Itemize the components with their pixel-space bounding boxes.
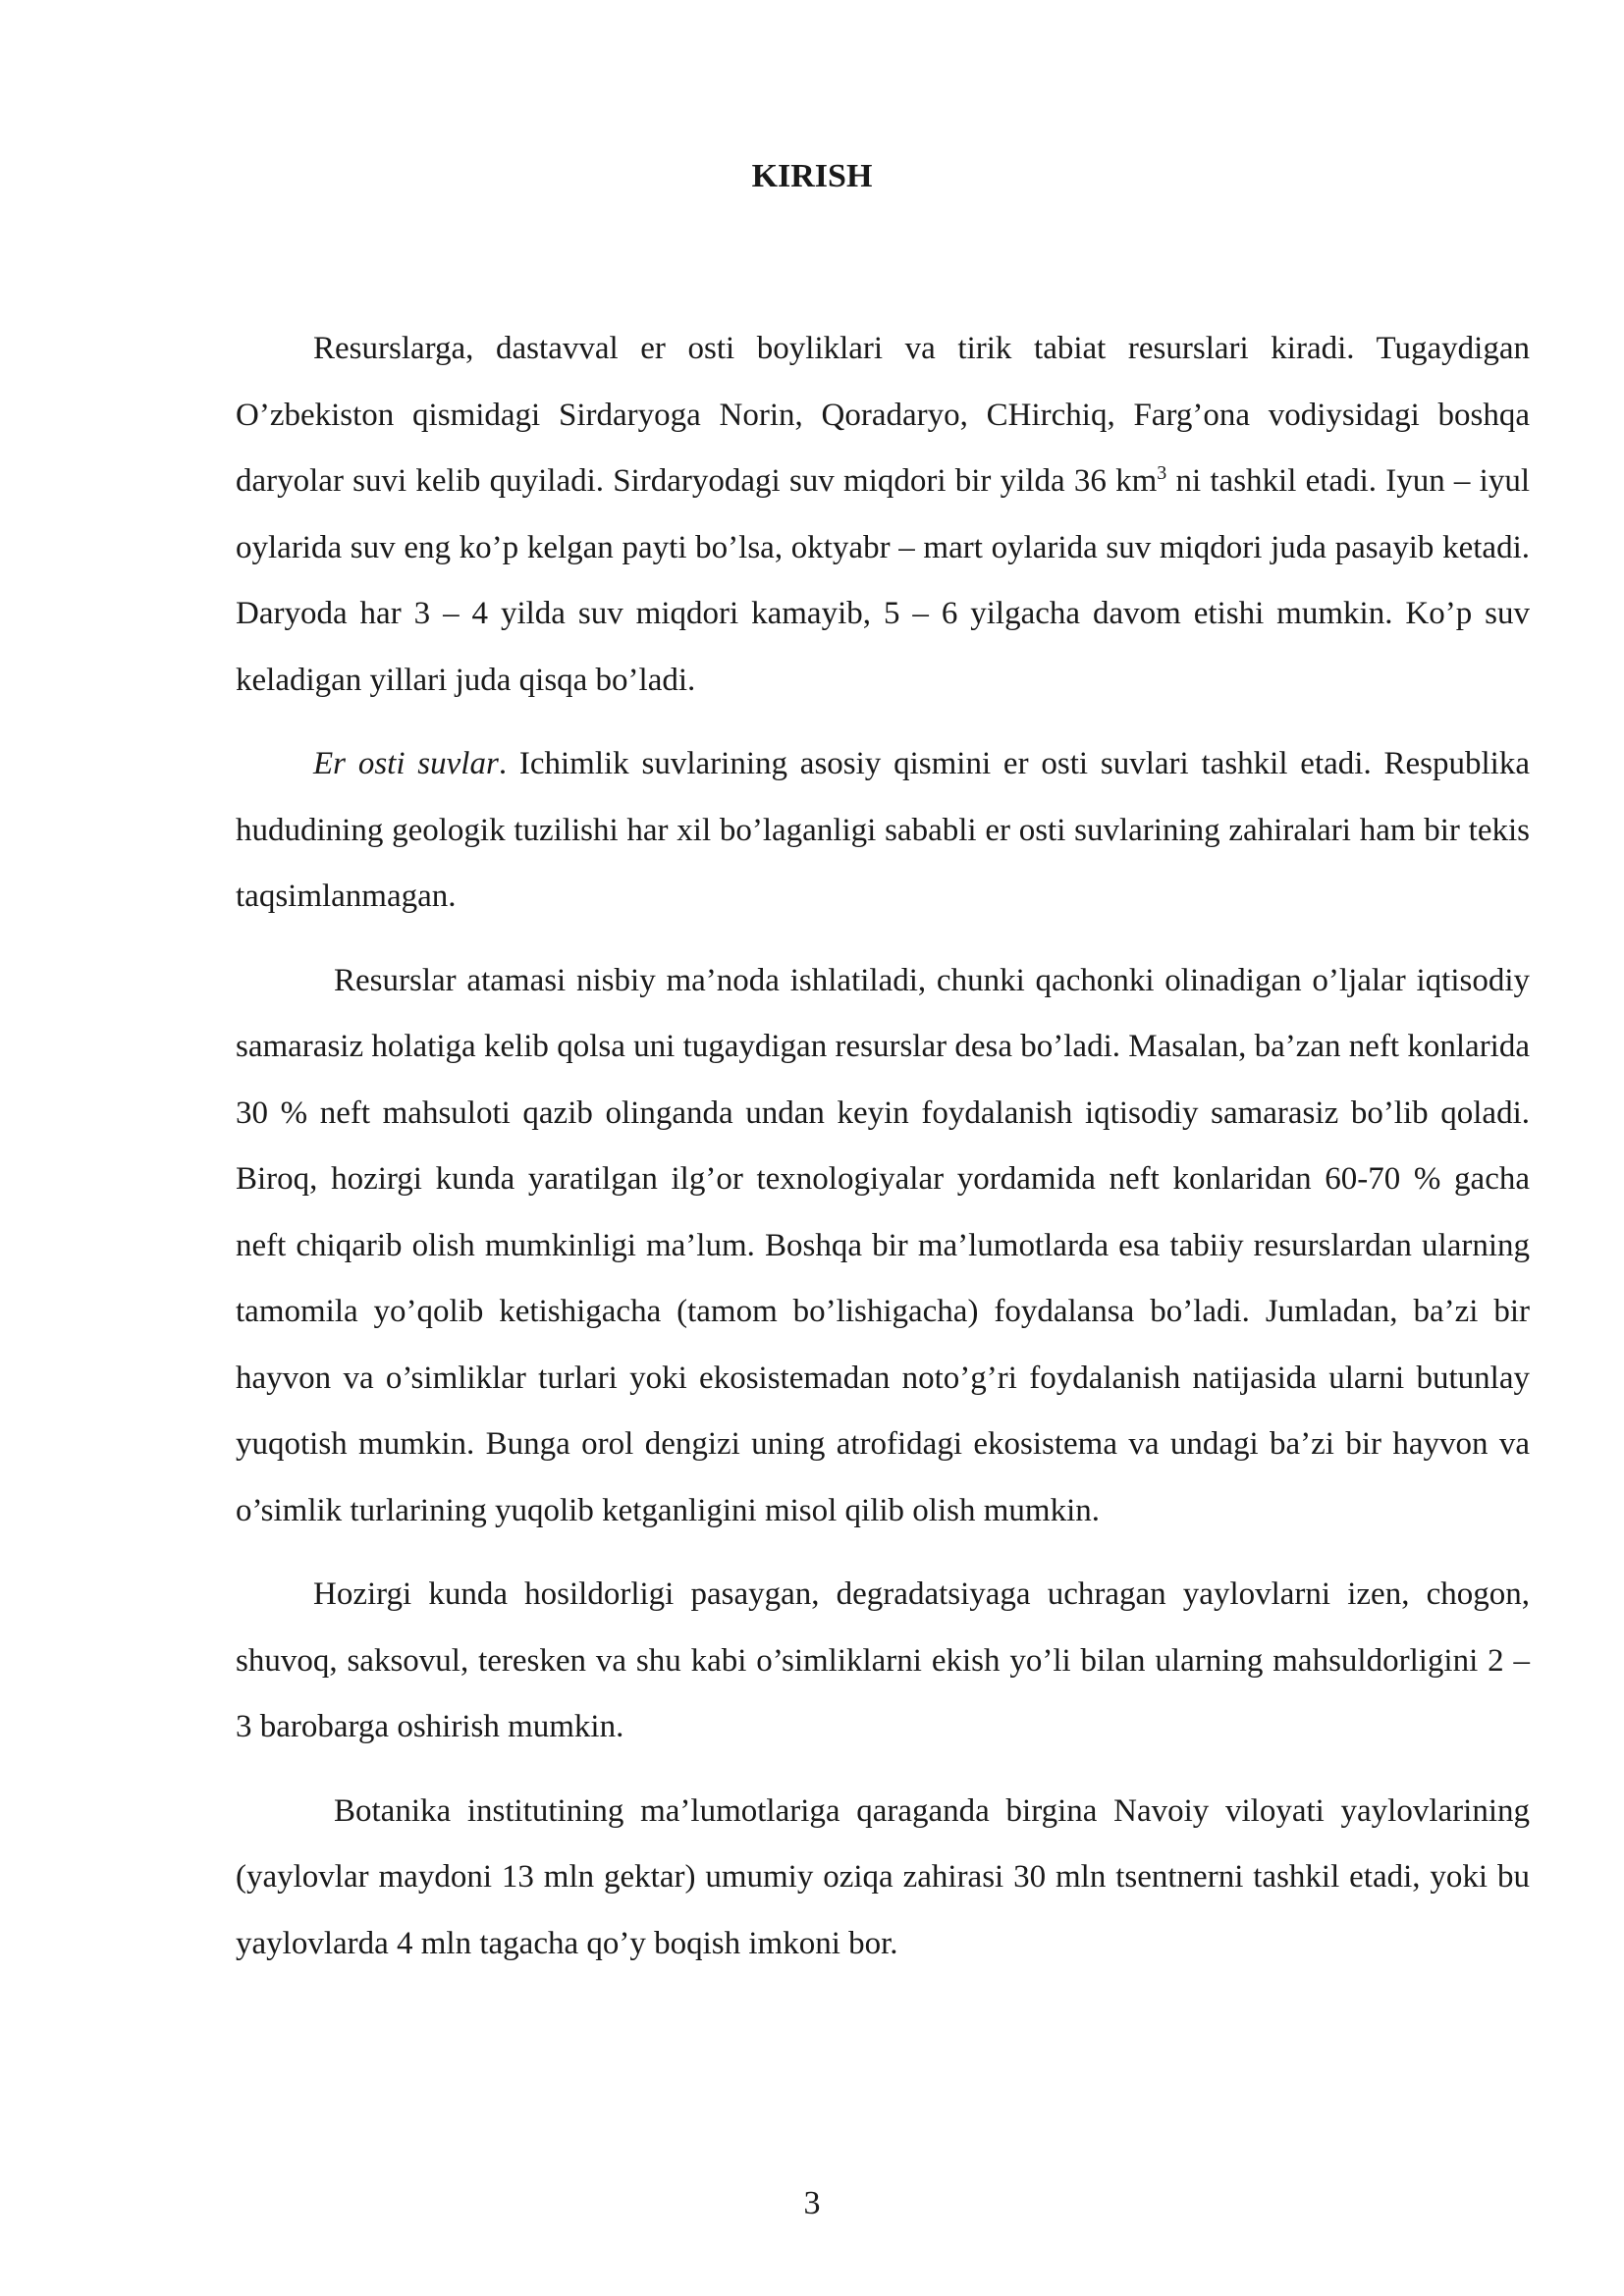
page-number: 3 bbox=[803, 2185, 821, 2221]
page-title: KIRISH bbox=[751, 158, 873, 194]
paragraph-text: . Ichimlik suvlarining asosiy qismini er osti suvlari tashkil etadi. Respublika hududining geologik tuzilishi har xil bo’laganligi sababli er osti suvlarining zahiralari ham bir tekis taqsimlanmagan. bbox=[236, 746, 1530, 914]
paragraph-text: Resurslarga, dastavval er osti boyliklari va tirik tabiat resurslari kiradi. Tugaydigan O’zbekiston qismidagi Sirdaryoga Norin, Qoradaryo, CHirchiq, Farg’ona vodiysidagi boshqa daryolar suvi kelib quyiladi. Sirdaryodagi suv miqdori bir yilda 36 km bbox=[236, 331, 1530, 499]
paragraph-text: ni tashkil etadi. Iyun – iyul oylarida suv eng ko’p kelgan payti bo’lsa, oktyabr – mart oylarida suv miqdori juda pasayib ketadi. Daryoda har 3 – 4 yilda suv miqdori kamayib, 5 – 6 yilgacha davom etishi mumkin. Ko’p suv keladigan yillari juda qisqa bo’ladi. bbox=[236, 463, 1530, 698]
paragraph-groundwater bbox=[236, 731, 1530, 931]
paragraph-botany-institute: Botanika institutining ma’lumotlariga qaraganda birgina Navoiy viloyati yaylovlarining (yaylovlar maydoni 13 mln gektar) umumiy oziqa zahirasi 30 mln tsentnerni tashkil etadi, yoki bu yaylovlarda 4 mln tagacha qo’y boqish imkoni bor. bbox=[236, 1792, 1530, 1961]
italic-term: Er osti suvlar bbox=[313, 746, 499, 781]
paragraph-pastures: Hozirgi kunda hosildorligi pasaygan, degradatsiyaga uchragan yaylovlarni izen, chogon, shuvoq, saksovul, teresken va shu kabi o’simliklarni ekish yo’li bilan ularning mahsuldorligini 2 – 3 barobarga oshirish mumkin. bbox=[236, 1576, 1530, 1744]
paragraph-resources-intro bbox=[236, 316, 1530, 714]
document-body bbox=[236, 316, 1530, 1995]
superscript-exponent: 3 bbox=[1157, 462, 1167, 484]
paragraph-resource-term: Resurslar atamasi nisbiy ma’noda ishlatiladi, chunki qachonki olinadigan o’ljalar iqtisodiy samarasiz holatiga kelib qolsa uni tugaydigan resurslar desa bo’ladi. Masalan, ba’zan neft konlarida 30 % neft mahsuloti qazib olinganda undan keyin foydalanish iqtisodiy samarasiz bo’lib qoladi. Biroq, hozirgi kunda yaratilgan ilg’or texnologiyalar yordamida neft konlaridan 60-70 % gacha neft chiqarib olish mumkinligi ma’lum. Boshqa bir ma’lumotlarda esa tabiiy resurslardan ularning tamomila yo’qolib ketishigacha (tamom bo’lishigacha) foydalansa bo’ladi. Jumladan, ba’zi bir hayvon va o’simliklar turlari yoki ekosistemadan noto’g’ri foydalanish natijasida ularni butunlay yuqotish mumkin. Bunga orol dengizi uning atrofidagi ekosistema va undagi ba’zi bir hayvon va o’simlik turlarining yuqolib ketganligini misol qilib olish mumkin. bbox=[236, 962, 1530, 1528]
